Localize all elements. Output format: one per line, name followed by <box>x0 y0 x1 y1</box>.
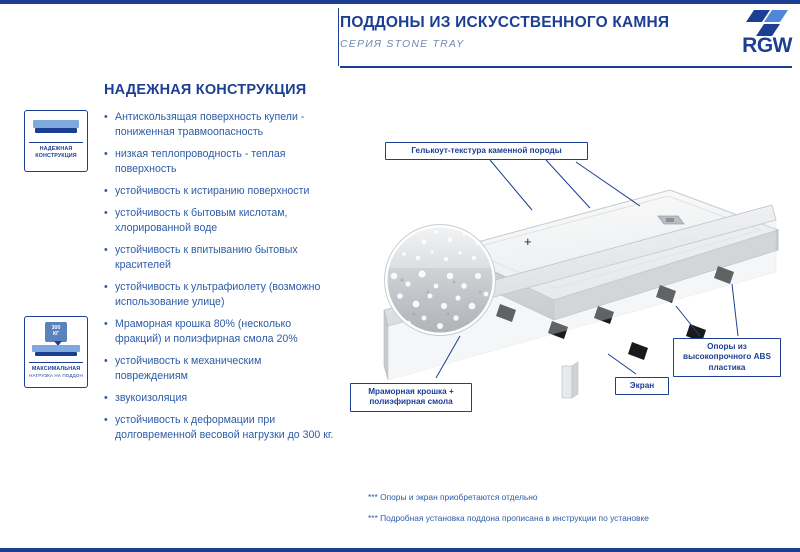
list-item: • Мраморная крошка 80% (несколько фракций) и полиэфирная смола 20% <box>104 317 336 347</box>
footnote-1: *** Опоры и экран приобретаются отдельно <box>368 492 538 502</box>
callout-marble: Мраморная крошка + полиэфирная смола <box>350 383 472 412</box>
top-accent-bar <box>0 0 800 4</box>
badge-divider <box>29 142 83 143</box>
bottom-accent-bar <box>0 548 800 552</box>
badge-reliable-line2: КОНСТРУКЦИЯ <box>35 152 77 159</box>
footnote-2: *** Подробная установка поддона прописана в инструкции по установке <box>368 512 649 523</box>
product-diagram <box>340 80 792 480</box>
badge-reliable-line1: НАДЕЖНАЯ <box>39 146 73 152</box>
list-item: • устойчивость к ультрафиолету (возможно использование улице) <box>104 280 336 310</box>
list-item: • звукоизоляция <box>104 391 336 406</box>
list-item: • Антискользящая поверхность купели - пониженная травмоопасность <box>104 110 336 140</box>
header-divider <box>340 66 792 68</box>
badge-load-value: 300 <box>51 325 61 332</box>
callout-screen: Экран <box>615 377 669 395</box>
badge-load-line2: НАГРУЗКА НА ПОДДОН <box>29 372 83 378</box>
logo-text: RGW <box>742 34 792 57</box>
callout-supports: Опоры из высокопрочного ABS пластика <box>673 338 781 377</box>
page-title: ПОДДОНЫ ИЗ ИСКУССТВЕННОГО КАМНЯ <box>340 14 670 31</box>
badge-reliable-construction <box>24 110 88 172</box>
badge-divider-2 <box>29 362 83 363</box>
badge-load-unit: КГ <box>52 331 60 337</box>
feature-list-material <box>104 317 336 450</box>
zoom-plus-marker: + <box>524 234 532 249</box>
badge-max-load <box>24 316 88 388</box>
list-item: • устойчивость к бытовым кислотам, хлорированной воде <box>104 206 336 236</box>
badge-load-line1: МАКСИМАЛЬНАЯ <box>31 366 81 372</box>
screen-panel-small <box>562 362 578 398</box>
brand-logo <box>720 8 792 60</box>
shower-tray-icon <box>33 120 79 136</box>
material-zoom-circle <box>385 225 496 336</box>
header-vertical-divider <box>338 8 339 66</box>
callout-gelcoat: Гелькоут-текстура каменной породы <box>385 142 588 160</box>
list-item: • устойчивость к механическим повреждениям <box>104 354 336 384</box>
list-item: • устойчивость к истиранию поверхности <box>104 184 336 199</box>
weight-load-icon <box>30 322 82 360</box>
tray-illustration <box>340 80 792 480</box>
left-section-title: НАДЕЖНАЯ КОНСТРУКЦИЯ <box>104 82 307 98</box>
list-item: • устойчивость к деформации при долговременной весовой нагрузки до 300 кг. <box>104 413 336 443</box>
footnotes <box>368 492 788 534</box>
list-item: • низкая теплопроводность - теплая поверхность <box>104 147 336 177</box>
feature-list-construction <box>104 110 336 317</box>
page-subtitle: СЕРИЯ STONE TRAY <box>340 37 465 50</box>
list-item: • устойчивость к впитыванию бытовых красителей <box>104 243 336 273</box>
